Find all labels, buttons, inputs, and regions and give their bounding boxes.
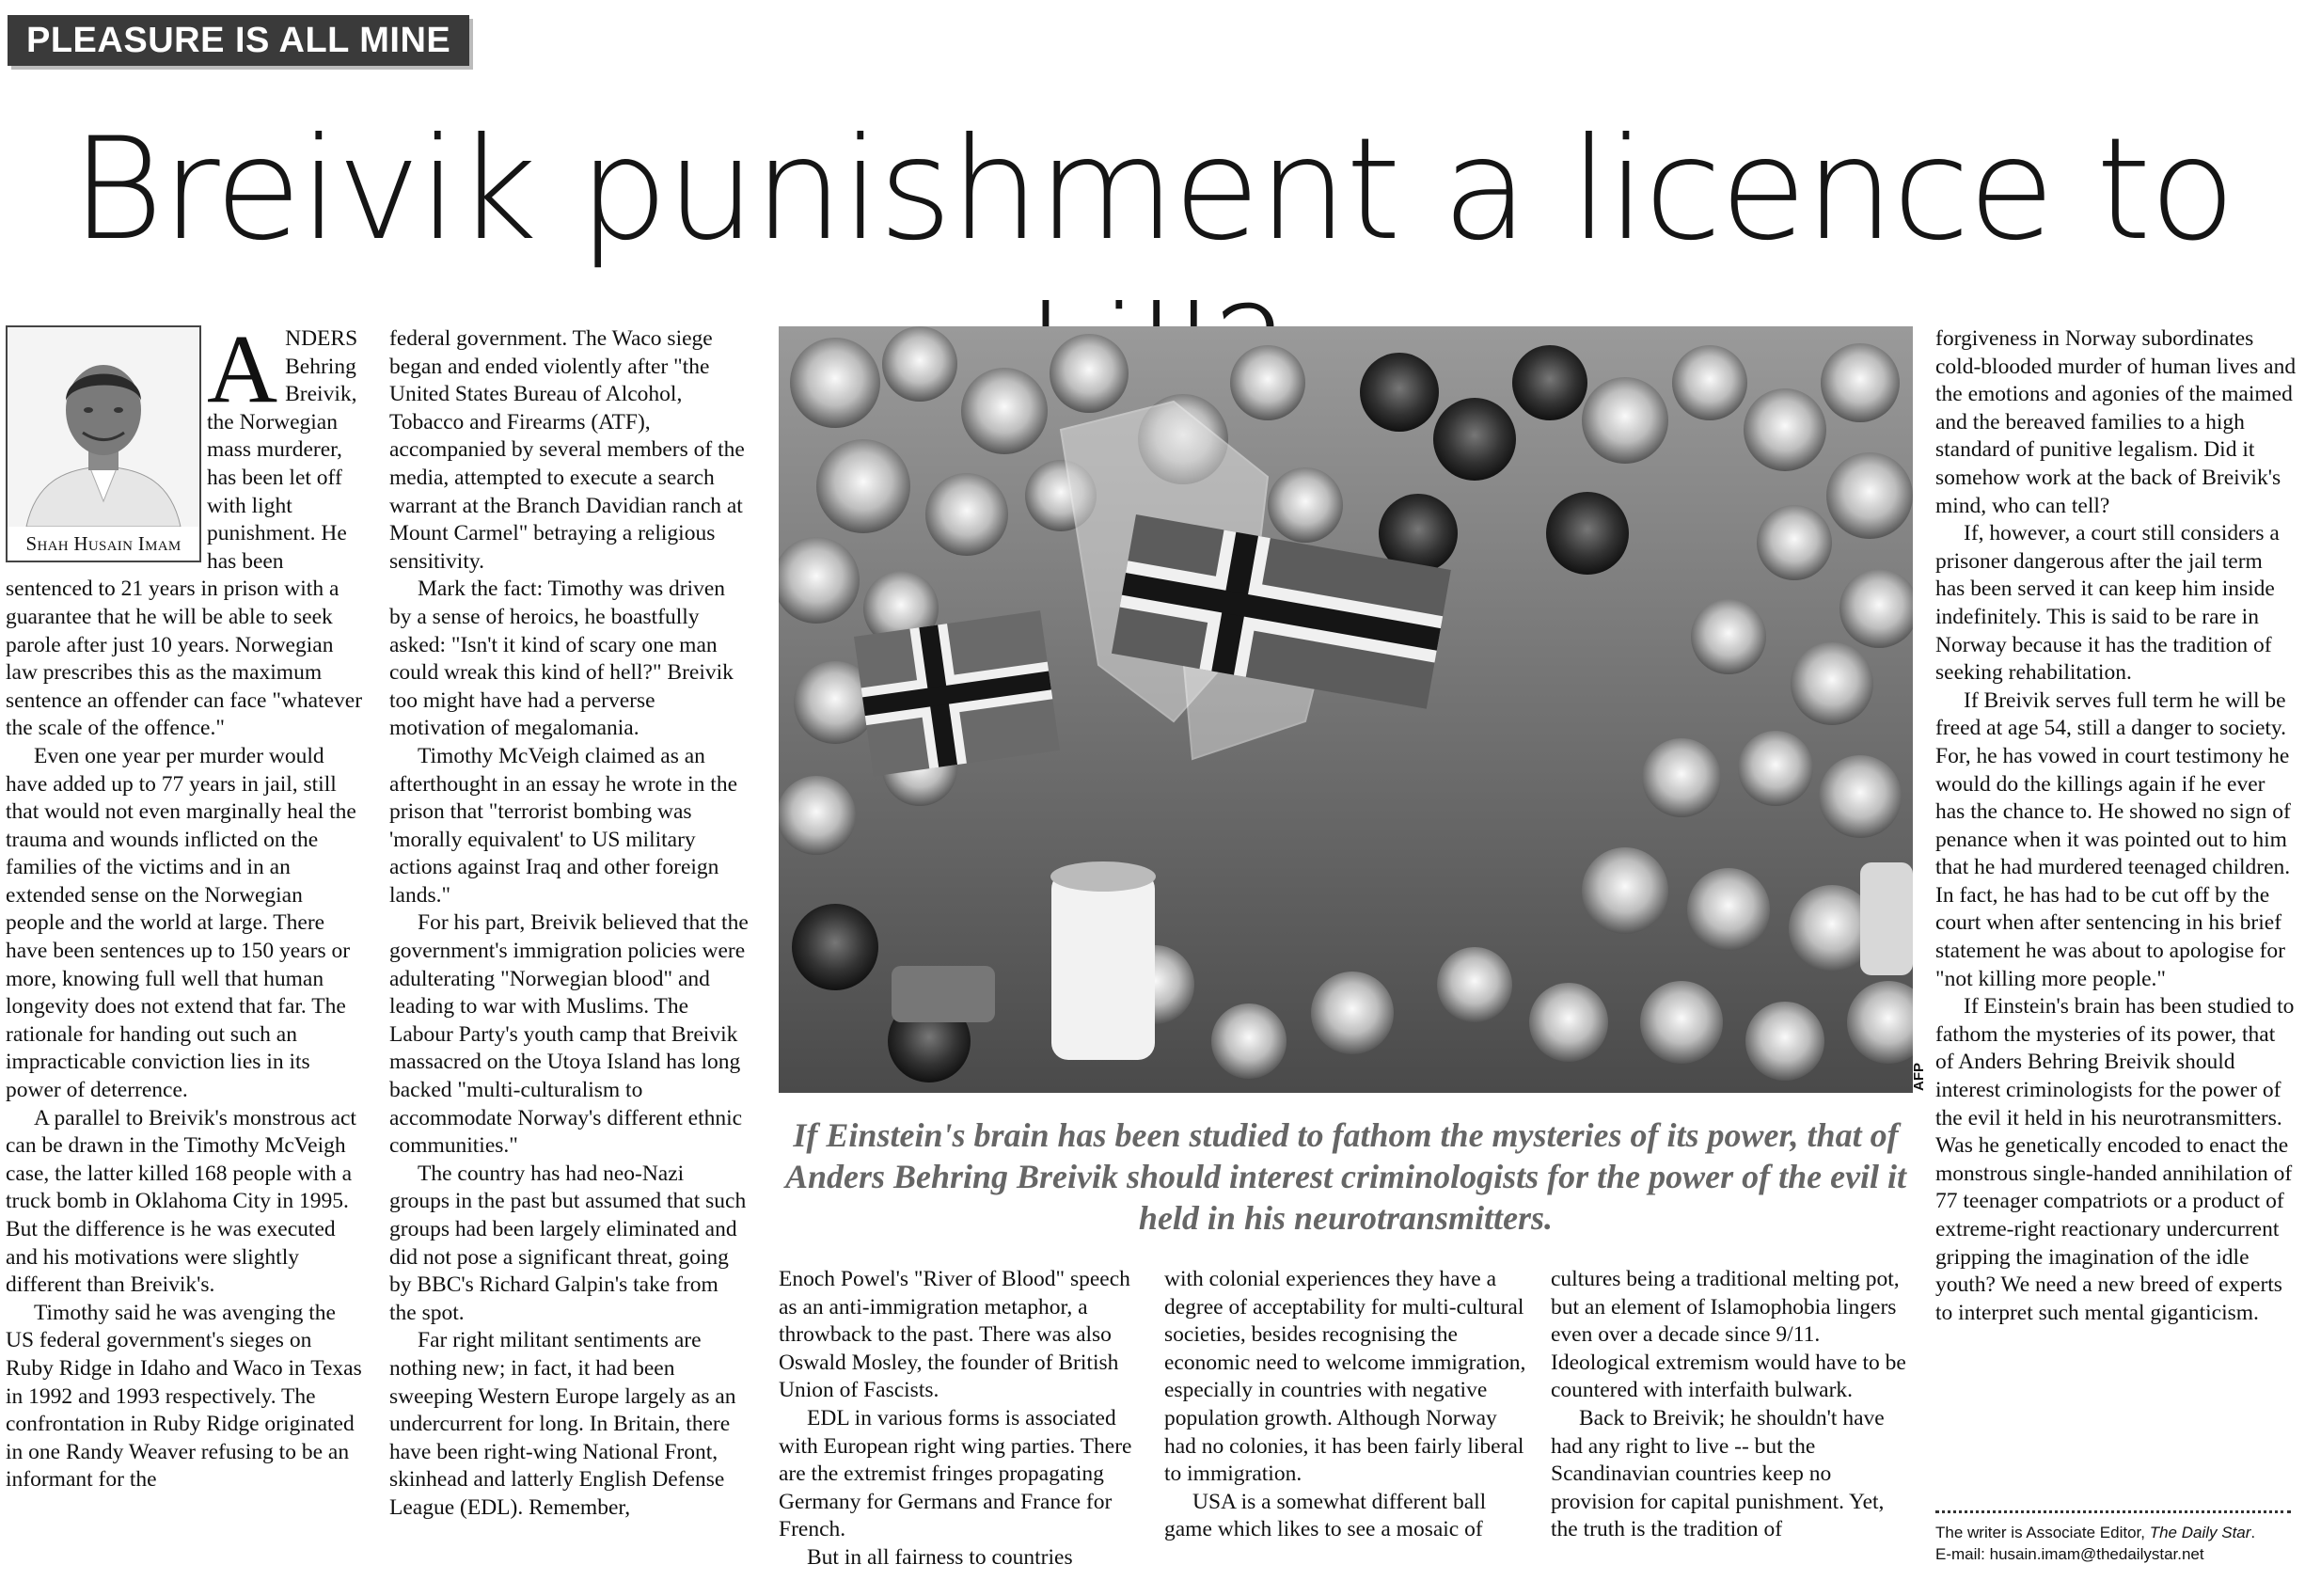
paragraph: USA is a somewhat different ball game which likes to see a mosaic of [1164, 1489, 1487, 1542]
author-byline: Shah Husain Imam [25, 532, 182, 555]
paragraph: But in all fairness to countries [807, 1544, 1073, 1570]
paragraph: forgiveness in Norway subordinates cold-blooded murder of human lives and the emotions and agonies of the maimed and the bereaved families to a high standard of punitive legalism. Did it somehow work at the back of Breivik's mind, who can tell? [1935, 326, 2297, 518]
endnote-suffix: . [2250, 1524, 2256, 1541]
headline: Breivik punishment a licence to [71, 108, 2234, 272]
paragraph: If, however, a court still considers a prisoner dangerous after the jail term has been served it can keep him inside indefinitely. This is said to be rare in Norway because it has the tradition of seeking rehabilitation. [1935, 521, 2280, 686]
paragraph: Mark the fact: Timothy was driven by a sense of heroics, he boastfully asked: "Isn't it kind of scary one man could wreak this kind of hell?" Breivik too might have had a perverse motivation of megalomania. [389, 577, 734, 741]
paragraph: If Breivik serves full term he will be freed at age 54, still a danger to society. For, he has vowed in court testimony he would do the killings again if he ever has the chance to. He showed no sign of penance when it was pointed out to him that he had murdered teenaged children. In fact, he has had to be cut off by the court when after sentencing in his brief statement he was about to apologise for "not killing more people." [1935, 687, 2291, 991]
memorial-photo [779, 326, 1913, 1093]
paragraph: Far right militant sentiments are nothing new; in fact, it had been sweeping Western Europe largely as an undercurrent for long. In Britain, there have been right-wing National Front, skinhead and latterly English Defense League (EDL). Remember, [389, 1328, 736, 1520]
paragraph: If Einstein's brain has been studied to fathom the mysteries of its power, that of Anders Behring Breivik should interest criminologists for the power of the evil it held in his neurotransmitters. Was he genetically encoded to enact the monstrous single-handed annihilation of 77 teenager compatriots or a product of extreme-right reactionary undercurrent gripping the imagination of the idle youth? We need a new breed of experts to interpret such mental giganticism. [1935, 994, 2295, 1325]
paragraph: The country has had neo-Nazi groups in the past but assumed that such groups had been largely eliminated and did not pose a significant threat, going by BBC's Richard Galpin's take from the spot. [389, 1161, 747, 1325]
article-column-1 [6, 315, 365, 1494]
paragraph: For his part, Breivik believed that the government's immigration policies were adulterating "Norwegian blood" and leading to war with Muslims. The Labour Party's youth camp that Breivik massacred on the Utoya Island has long backed "multi-culturalism to accommodate Norway's different ethnic communities." [389, 910, 749, 1159]
paragraph: Timothy McVeigh claimed as an afterthought in an essay he wrote in the prison that "terrorist bombing was 'morally equivalent' to US military actions against Iraq and other foreign lands." [389, 743, 738, 908]
paragraph: Back to Breivik; he shouldn't have had any right to live -- but the Scandinavian countries keep no provision for capital punishment. Yet, the truth is the tradition of [1551, 1405, 1885, 1542]
author-endnote [1935, 1522, 2293, 1565]
endnote-prefix: The writer is Associate Editor, [1935, 1524, 2150, 1541]
endnote-divider [1935, 1510, 2291, 1513]
email-label: E-mail: [1935, 1545, 1990, 1563]
article-column-6 [1935, 325, 2297, 1327]
endnote-line-1 [1935, 1522, 2293, 1543]
paragraph: cultures being a traditional melting pot, but an element of Islamophobia lingers even over a decade since 9/11. Ideological extremism would have to be countered with interfaith bulwark. [1551, 1267, 1906, 1403]
article-column-4 [1164, 1266, 1526, 1544]
flowers-and-flags-image [779, 326, 1913, 1093]
author-email: husain.imam@thedailystar.net [1989, 1545, 2204, 1563]
paragraph: federal government. The Waco siege began and ended violently after "the United States Bureau of Alcohol, Tobacco and Firearms (ATF), accompanied by several members of the media, attempted to execute a search warrant at the Branch Davidian ranch at Mount Carmel" betraying a religious sensitivity. [389, 326, 745, 574]
lead-text: NDERS Behring Breivik, the Norwegian mass murderer, has been let off with light punishment. He has been sentenced to 21 years in prison with a guarantee that he will be able to seek parole after just 10 years. Norwegian law prescribes this as the maximum sentence an offender can face "whatever the scale of the offence." [6, 326, 363, 741]
paragraph: Enoch Powel's "River of Blood" speech as an anti-immigration metaphor, a throwback to the past. There was also Oswald Mosley, the founder of British Union of Fascists. [779, 1267, 1130, 1403]
paragraph: Even one year per murder would have added up to 77 years in jail, still that would not even marginally heal the trauma and wounds inflicted on the families of the victims and in an extended sense on the Norwegian people and the world at large. There have been sentences up to 150 years or more, knowing full well that human longevity does not extend that far. The rationale for handing out such an impracticable conviction lies in its power of deterrence. [6, 743, 356, 1103]
paragraph: A parallel to Breivik's monstrous act can be drawn in the Timothy McVeigh case, the latter killed 168 people with a truck bomb in Oklahoma City in 1995. But the difference is he was executed and his motivations were slightly different than Breivik's. [6, 1105, 356, 1298]
pull-quote: If Einstein's brain has been studied to fathom the mysteries of its power, that of Anders Behring Breivik should interest criminologists for the power of the evil it held in his neurotransmitters. [784, 1116, 1907, 1237]
paragraph: EDL in various forms is associated with European right wing parties. There are the extremist fringes propagating Germany for Germans and France for French. [779, 1405, 1132, 1542]
endnote-line-2 [1935, 1543, 2293, 1565]
drop-cap: A [207, 315, 278, 423]
photo-credit: AFP [1911, 1063, 1927, 1091]
paragraph: with colonial experiences they have a degree of acceptability for multi-cultural societies, besides recognising the economic need to welcome immigration, especially in countries with negative population growth. Although Norway had no colonies, it has been fairly liberal to immigration. [1164, 1267, 1526, 1487]
portrait-spacer [6, 325, 207, 564]
article-column-5 [1551, 1266, 1913, 1544]
article-column-2 [389, 325, 749, 1523]
article-column-3 [779, 1266, 1141, 1572]
publication-name: The Daily Star [2149, 1524, 2251, 1541]
section-kicker: PLEASURE IS ALL MINE [8, 15, 469, 66]
paragraph: Timothy said he was avenging the US federal government's sieges on Ruby Ridge in Idaho and Waco in Texas in 1992 and 1993 respectively. The confrontation in Ruby Ridge originated in one Randy Weaver refusing to be an informant for the [6, 1300, 362, 1493]
